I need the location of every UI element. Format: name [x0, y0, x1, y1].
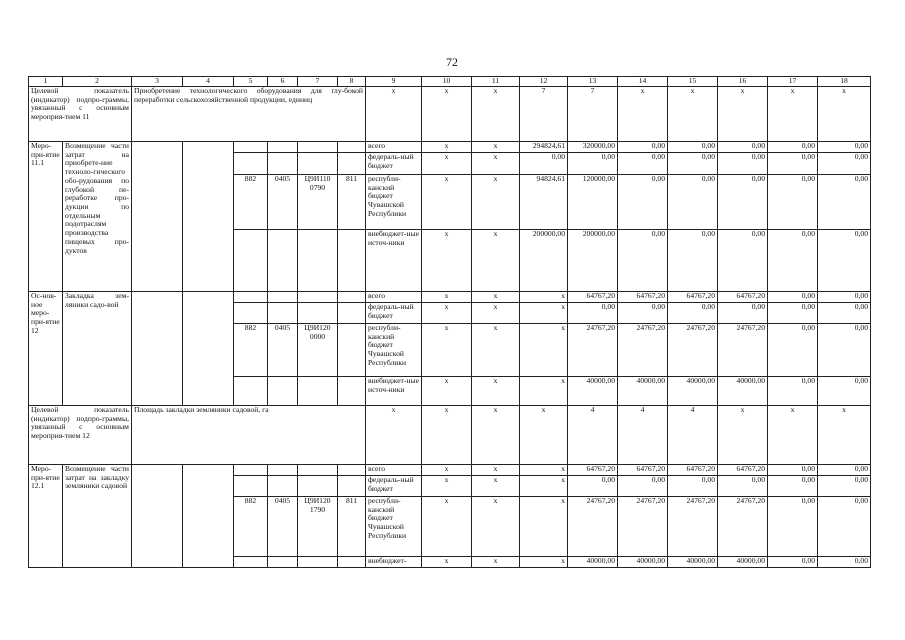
funding-value: 0,00: [768, 292, 818, 303]
funding-value: x: [472, 557, 520, 568]
event-name: Закладка зем-ляники садо-вой: [63, 292, 132, 406]
vr-code-empty: [338, 153, 366, 175]
funding-value: x: [422, 324, 472, 377]
responsible-executor-cell: [132, 465, 183, 568]
vr-code: 811: [338, 175, 366, 230]
indicator-value: x: [422, 87, 472, 142]
funding-value: 64767,20: [718, 465, 768, 476]
funding-value: 0,00: [718, 142, 768, 153]
indicator-value: 7: [568, 87, 618, 142]
rzpr-code-empty: [268, 292, 298, 303]
funding-value: 0,00: [768, 175, 818, 230]
funding-value: x: [472, 230, 520, 292]
funding-value: 24767,20: [668, 324, 718, 377]
rzpr-code: 0405: [268, 324, 298, 377]
funding-source: федераль-ный бюджет: [366, 153, 422, 175]
indicator-value: x: [668, 87, 718, 142]
funding-value: x: [422, 142, 472, 153]
vr-code-empty: [338, 465, 366, 476]
grbs-code: 882: [234, 324, 268, 377]
funding-value: x: [472, 292, 520, 303]
funding-value: 94824,61: [520, 175, 568, 230]
funding-value: 64767,20: [568, 292, 618, 303]
funding-value: 0,00: [718, 303, 768, 324]
funding-value: 0,00: [818, 557, 871, 568]
funding-value: x: [520, 303, 568, 324]
funding-value: x: [472, 324, 520, 377]
indicator-value: x: [520, 406, 568, 465]
indicator-label: Целевой показатель (индикатор) подпро-граммы, увязанный с основным мероприя-тием 12: [29, 406, 132, 465]
funding-value: x: [472, 142, 520, 153]
funding-source: федераль-ный бюджет: [366, 303, 422, 324]
funding-value: x: [472, 377, 520, 406]
funding-value: x: [472, 476, 520, 497]
co-executor-cell: [183, 292, 234, 406]
csr-code-empty: [298, 476, 338, 497]
funding-value: 0,00: [818, 476, 871, 497]
funding-value: 0,00: [768, 230, 818, 292]
funding-value: 40000,00: [618, 377, 668, 406]
funding-source: республи-канский бюджет Чувашской Республики: [366, 324, 422, 377]
rzpr-code-empty: [268, 230, 298, 292]
funding-value: 40000,00: [668, 557, 718, 568]
csr-code: Ц9И120 0000: [298, 324, 338, 377]
funding-value: x: [472, 303, 520, 324]
column-number: 16: [718, 77, 768, 87]
funding-value: 0,00: [668, 153, 718, 175]
csr-code-empty: [298, 465, 338, 476]
grbs-code: 882: [234, 175, 268, 230]
funding-value: 320000,00: [568, 142, 618, 153]
funding-value: 0,00: [818, 142, 871, 153]
indicator-label: Целевой показатель (индикатор) подпро-граммы, увязанный с основным мероприя-тием 11: [29, 87, 132, 142]
funding-value: 40000,00: [568, 377, 618, 406]
grbs-code-empty: [234, 303, 268, 324]
funding-value: 64767,20: [568, 465, 618, 476]
event-label: Меро-при-ятие 12.1: [29, 465, 63, 568]
funding-value: 0,00: [818, 230, 871, 292]
funding-value: 0,00: [718, 230, 768, 292]
event-label: Ос-нов-ное меро-при-ятие 12: [29, 292, 63, 406]
funding-value: x: [472, 497, 520, 557]
column-number-row: [29, 77, 871, 87]
funding-value: 0,00: [618, 230, 668, 292]
csr-code-empty: [298, 377, 338, 406]
indicator-value: x: [718, 406, 768, 465]
funding-value: 0,00: [668, 142, 718, 153]
funding-value: x: [472, 153, 520, 175]
funding-source: федераль-ный бюджет: [366, 476, 422, 497]
funding-value: 0,00: [618, 153, 668, 175]
funding-value: 0,00: [668, 303, 718, 324]
funding-value: 0,00: [520, 153, 568, 175]
funding-value: x: [520, 292, 568, 303]
funding-value: 0,00: [768, 497, 818, 557]
csr-code-empty: [298, 153, 338, 175]
funding-value: x: [422, 557, 472, 568]
funding-value: x: [422, 377, 472, 406]
indicator-value: x: [422, 406, 472, 465]
funding-value: x: [520, 557, 568, 568]
csr-code: Ц9И110 0790: [298, 175, 338, 230]
column-number: 6: [268, 77, 298, 87]
csr-code-empty: [298, 292, 338, 303]
csr-code-empty: [298, 303, 338, 324]
column-number: 18: [818, 77, 871, 87]
funding-value: x: [422, 476, 472, 497]
rzpr-code-empty: [268, 465, 298, 476]
funding-value: 0,00: [618, 303, 668, 324]
csr-code: Ц9И120 1790: [298, 497, 338, 557]
indicator-value: x: [472, 87, 520, 142]
indicator-text: Приобретение технологического оборудования для глу-бокой переработки сельскохозяйственной продукции, единиц: [132, 87, 366, 142]
funding-value: 0,00: [818, 497, 871, 557]
funding-value: 0,00: [668, 230, 718, 292]
funding-value: 0,00: [768, 303, 818, 324]
funding-value: 0,00: [768, 557, 818, 568]
funding-value: 0,00: [818, 153, 871, 175]
funding-value: 0,00: [818, 324, 871, 377]
funding-value: 0,00: [768, 324, 818, 377]
column-number: 3: [132, 77, 183, 87]
vr-code-empty: [338, 292, 366, 303]
funding-source: внебюджет-ные источ-ники: [366, 377, 422, 406]
funding-value: 0,00: [718, 175, 768, 230]
funding-value: 0,00: [568, 303, 618, 324]
column-number: 12: [520, 77, 568, 87]
grbs-code-empty: [234, 476, 268, 497]
funding-value: 64767,20: [718, 292, 768, 303]
funding-value: x: [422, 230, 472, 292]
funding-value: 200000,00: [568, 230, 618, 292]
rzpr-code-empty: [268, 142, 298, 153]
funding-value: 40000,00: [718, 557, 768, 568]
funding-source: республи-канский бюджет Чувашской Республики: [366, 497, 422, 557]
rzpr-code-empty: [268, 377, 298, 406]
funding-value: x: [422, 465, 472, 476]
co-executor-cell: [183, 142, 234, 292]
indicator-row: [29, 406, 871, 465]
column-number: 13: [568, 77, 618, 87]
funding-value: 24767,20: [568, 324, 618, 377]
indicator-value: x: [768, 87, 818, 142]
co-executor-cell: [183, 465, 234, 568]
funding-row: [29, 465, 871, 476]
column-number: 1: [29, 77, 63, 87]
funding-value: 40000,00: [618, 557, 668, 568]
funding-value: x: [472, 465, 520, 476]
column-number: 4: [183, 77, 234, 87]
funding-value: 0,00: [618, 142, 668, 153]
funding-value: 0,00: [768, 476, 818, 497]
funding-source: всего: [366, 465, 422, 476]
funding-value: 0,00: [768, 377, 818, 406]
funding-value: 0,00: [768, 142, 818, 153]
indicator-value: x: [366, 406, 422, 465]
indicator-value: 4: [618, 406, 668, 465]
funding-source: всего: [366, 292, 422, 303]
funding-value: x: [422, 292, 472, 303]
grbs-code-empty: [234, 153, 268, 175]
funding-value: 0,00: [818, 377, 871, 406]
csr-code-empty: [298, 557, 338, 568]
event-name: Возмещение части затрат на закладку земляники садовой: [63, 465, 132, 568]
indicator-value: 4: [568, 406, 618, 465]
funding-value: 0,00: [768, 465, 818, 476]
funding-value: x: [520, 324, 568, 377]
indicator-value: x: [366, 87, 422, 142]
funding-value: 40000,00: [568, 557, 618, 568]
funding-value: 0,00: [818, 303, 871, 324]
indicator-row: [29, 87, 871, 142]
funding-value: 0,00: [668, 476, 718, 497]
page-number: 72: [446, 55, 458, 69]
funding-value: 120000,00: [568, 175, 618, 230]
vr-code-empty: [338, 476, 366, 497]
funding-value: x: [422, 497, 472, 557]
grbs-code-empty: [234, 465, 268, 476]
column-number: 2: [63, 77, 132, 87]
funding-source: республи-канский бюджет Чувашской Республики: [366, 175, 422, 230]
column-number: 10: [422, 77, 472, 87]
funding-value: 24767,20: [568, 497, 618, 557]
rzpr-code-empty: [268, 476, 298, 497]
funding-value: x: [472, 175, 520, 230]
funding-value: 24767,20: [718, 324, 768, 377]
funding-source: внебюджет-: [366, 557, 422, 568]
responsible-executor-cell: [132, 142, 183, 292]
vr-code-empty: [338, 377, 366, 406]
column-number: 11: [472, 77, 520, 87]
column-number: 5: [234, 77, 268, 87]
grbs-code: 882: [234, 497, 268, 557]
funding-value: 40000,00: [718, 377, 768, 406]
funding-value: x: [520, 465, 568, 476]
column-number: 14: [618, 77, 668, 87]
program-table: [28, 76, 871, 568]
funding-value: 64767,20: [668, 292, 718, 303]
rzpr-code-empty: [268, 153, 298, 175]
indicator-text: Площадь закладки земляники садовой, га: [132, 406, 366, 465]
funding-value: 0,00: [568, 476, 618, 497]
funding-value: 0,00: [568, 153, 618, 175]
csr-code-empty: [298, 230, 338, 292]
vr-code: 811: [338, 497, 366, 557]
funding-value: 40000,00: [668, 377, 718, 406]
indicator-value: x: [472, 406, 520, 465]
rzpr-code: 0405: [268, 175, 298, 230]
vr-code-empty: [338, 324, 366, 377]
funding-row: [29, 292, 871, 303]
funding-source: всего: [366, 142, 422, 153]
funding-value: 0,00: [668, 175, 718, 230]
csr-code-empty: [298, 142, 338, 153]
funding-value: 0,00: [718, 153, 768, 175]
funding-value: 24767,20: [668, 497, 718, 557]
column-number: 9: [366, 77, 422, 87]
funding-value: 0,00: [618, 175, 668, 230]
funding-value: 200000,00: [520, 230, 568, 292]
column-number: 15: [668, 77, 718, 87]
grbs-code-empty: [234, 377, 268, 406]
grbs-code-empty: [234, 142, 268, 153]
funding-value: x: [520, 377, 568, 406]
funding-value: x: [422, 175, 472, 230]
responsible-executor-cell: [132, 292, 183, 406]
funding-value: x: [520, 497, 568, 557]
vr-code-empty: [338, 142, 366, 153]
funding-value: 24767,20: [718, 497, 768, 557]
funding-row: [29, 142, 871, 153]
rzpr-code-empty: [268, 303, 298, 324]
event-name: Возмещение части затрат на приобрете-ние техноло-гического обо-рудования по глубокой пе-реработке про-дукции по отдельным подотраслям производства пищевых про-дуктов: [63, 142, 132, 292]
indicator-value: x: [718, 87, 768, 142]
funding-value: 0,00: [818, 292, 871, 303]
rzpr-code-empty: [268, 557, 298, 568]
indicator-value: 4: [668, 406, 718, 465]
funding-value: 294824,61: [520, 142, 568, 153]
grbs-code-empty: [234, 557, 268, 568]
funding-value: x: [422, 153, 472, 175]
funding-value: 64767,20: [618, 292, 668, 303]
funding-value: 0,00: [618, 476, 668, 497]
indicator-value: x: [818, 406, 871, 465]
funding-value: 64767,20: [668, 465, 718, 476]
rzpr-code: 0405: [268, 497, 298, 557]
funding-value: 0,00: [768, 153, 818, 175]
vr-code-empty: [338, 557, 366, 568]
funding-value: x: [422, 303, 472, 324]
grbs-code-empty: [234, 292, 268, 303]
indicator-value: 7: [520, 87, 568, 142]
funding-value: 0,00: [818, 175, 871, 230]
funding-value: 24767,20: [618, 324, 668, 377]
vr-code-empty: [338, 303, 366, 324]
funding-value: 64767,20: [618, 465, 668, 476]
column-number: 7: [298, 77, 338, 87]
funding-value: 24767,20: [618, 497, 668, 557]
indicator-value: x: [618, 87, 668, 142]
funding-value: 0,00: [818, 465, 871, 476]
funding-value: x: [520, 476, 568, 497]
funding-value: 0,00: [718, 476, 768, 497]
indicator-value: x: [768, 406, 818, 465]
vr-code-empty: [338, 230, 366, 292]
event-label: Меро-при-ятие 11.1: [29, 142, 63, 292]
grbs-code-empty: [234, 230, 268, 292]
column-number: 8: [338, 77, 366, 87]
column-number: 17: [768, 77, 818, 87]
funding-source: внебюджет-ные источ-ники: [366, 230, 422, 292]
indicator-value: x: [818, 87, 871, 142]
